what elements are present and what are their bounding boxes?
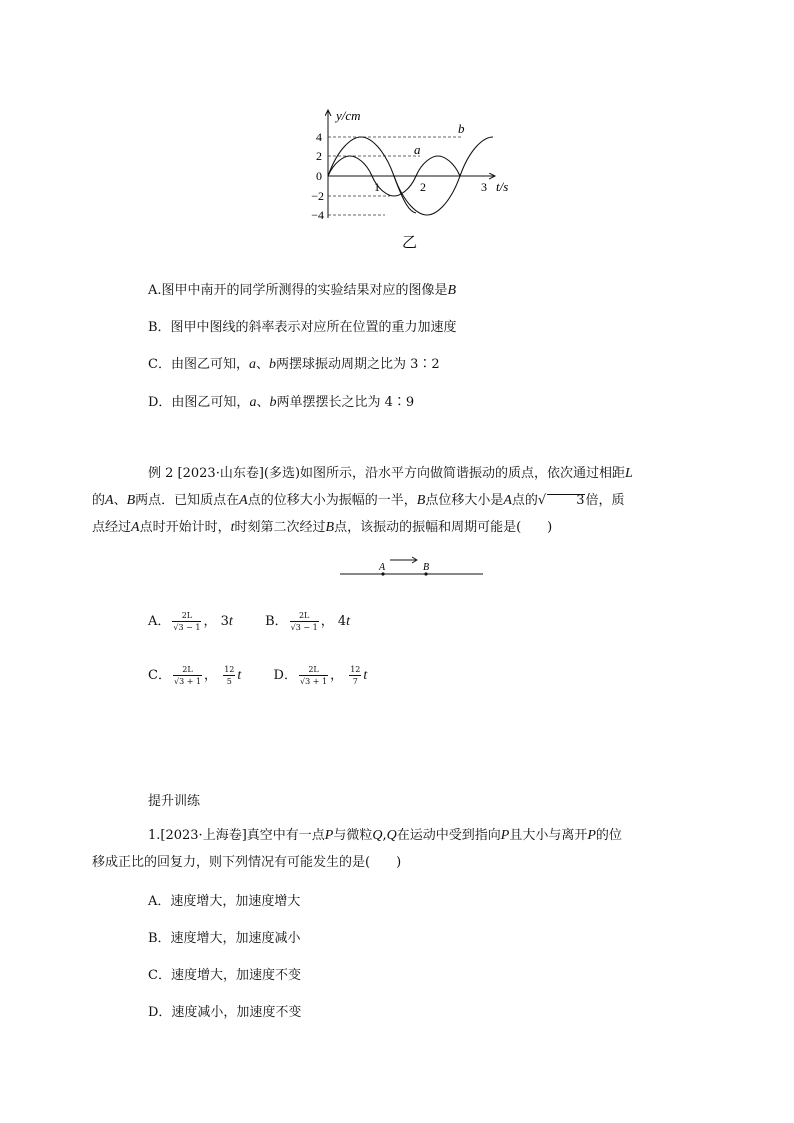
example2-options-cd: C． $\frac{2L}{√3 + 1}$ ， $\frac{12}{5}$ t D． $\frac{2L}{√3 + 1}$ ， $\frac{12}{7}$ t (148, 665, 368, 686)
y-tick: −4 (311, 208, 324, 222)
y-tick: 0 (316, 169, 322, 183)
practice1-option-a: A．速度增大，加速度增大 (148, 894, 301, 909)
y-tick: 2 (316, 149, 322, 163)
curve-b-label: b (458, 121, 465, 136)
practice1-option-d: D．速度减小，加速度不变 (148, 1005, 302, 1020)
q1-option-d: D．由图乙可知，a、b两单摆摆长之比为 4∶9 (148, 395, 415, 410)
t-axis-label: t/s (496, 179, 509, 194)
example2-diagram (338, 555, 488, 583)
y-axis-label: y/cm (336, 108, 361, 123)
q1-option-a: A.图甲中南开的同学所测得的实验结果对应的图像是B (148, 283, 457, 298)
point-b-label: B (423, 562, 430, 573)
example2-options-ab: A． $\frac{2L}{√3 - 1}$ ， 3t B． $\frac{2L}{√3 - 1}$ ， 4t (148, 611, 351, 632)
t-tick: 3 (481, 180, 487, 194)
y-tick: 4 (316, 130, 322, 144)
point-a-label: A (379, 562, 386, 573)
practice1-stem: 1.[2023·上海卷]真空中有一点P与微粒Q,Q在运动中受到指向P且大小与离开P的位 移成正比的回复力，则下列情况有可能发生的是( ) (92, 828, 622, 870)
curve-a-label: a (414, 142, 421, 157)
practice1-option-b: B．速度增大，加速度减小 (148, 931, 301, 946)
example2-stem: 例 2 [2023·山东卷](多选)如图所示，沿水平方向做简谐振动的质点，依次通过相距L 的A、B两点．已知质点在A点的位移大小为振幅的一半，B点位移大小是A点的√ 3倍，质 点经过A点时开始计时，t时刻第二次经过B点，该振动的振幅和周期可能是( ) (92, 466, 633, 535)
figure-caption: 乙 (402, 235, 418, 251)
y-tick: −2 (311, 189, 324, 203)
q1-option-b: B．图甲中图线的斜率表示对应所在位置的重力加速度 (148, 320, 457, 335)
practice1-option-c: C．速度增大，加速度不变 (148, 968, 301, 983)
t-tick: 1 (374, 180, 380, 194)
figure-yi (300, 100, 530, 260)
q1-option-c: C．由图乙可知，a、b两摆球振动周期之比为 3∶2 (148, 357, 440, 372)
t-tick: 2 (420, 180, 426, 194)
section-title: 提升训练 (148, 794, 201, 809)
